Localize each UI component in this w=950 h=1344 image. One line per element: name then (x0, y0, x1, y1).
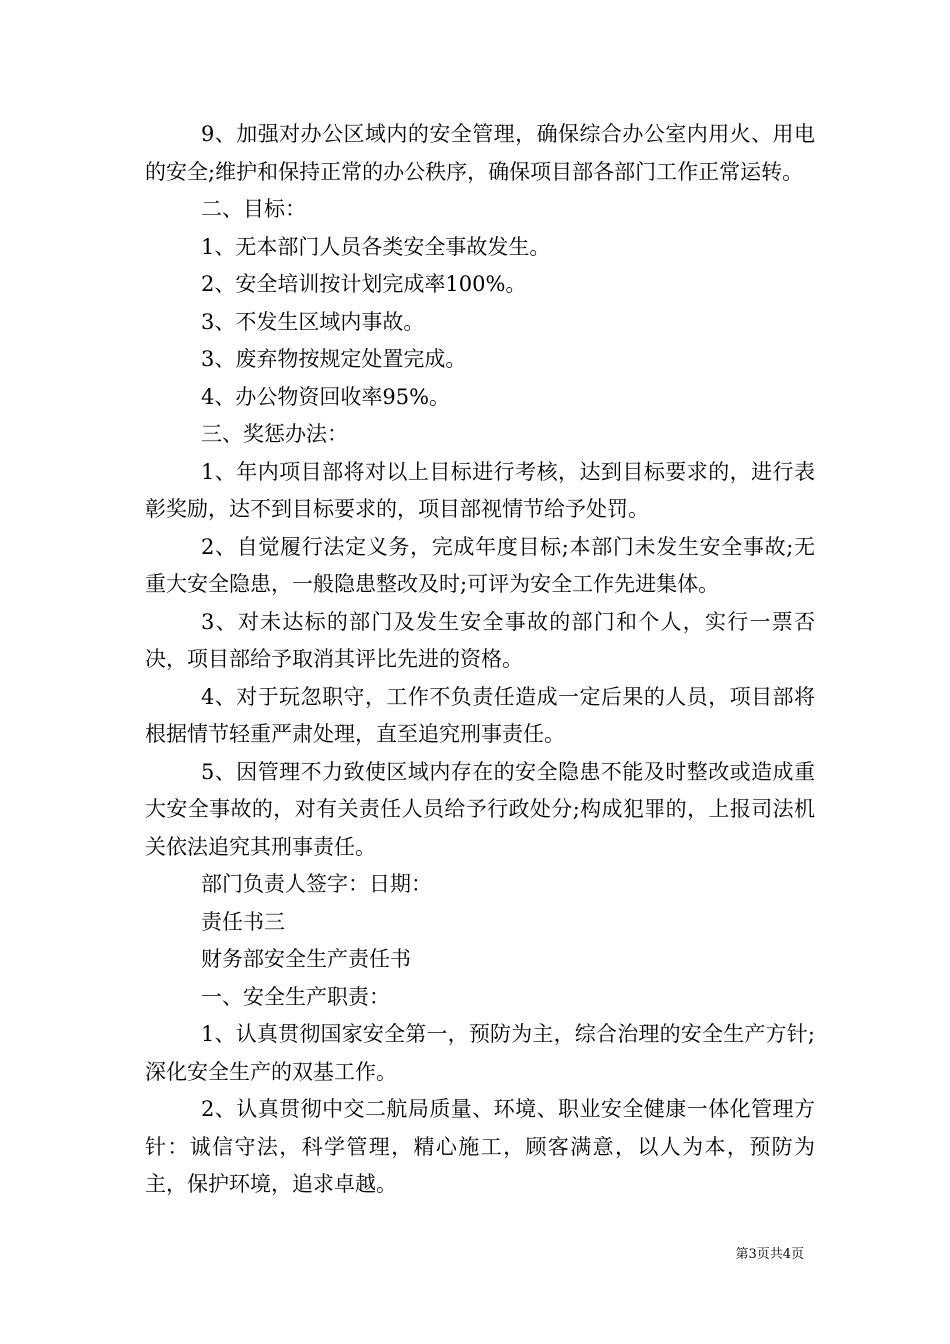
goal-item-3: 3、不发生区域内事故。 (201, 309, 425, 334)
duty-item-1: 1、认真贯彻国家安全第一，预防为主，综合治理的安全生产方针;深化安全生产的双基工作。 (145, 1022, 815, 1084)
reward-item-3: 3、对未达标的部门及发生安全事故的部门和个人，实行一票否决，项目部给予取消其评比先进的资格。 (145, 609, 815, 671)
section-heading-rewards: 三、奖惩办法： (201, 422, 348, 446)
reward-item-5: 5、因管理不力致使区域内存在的安全隐患不能及时整改或造成重大安全事故的，对有关责任人员给予行政处分;构成犯罪的，上报司法机关依法追究其刑事责任。 (145, 759, 815, 859)
duty-item-2: 2、认真贯彻中交二航局质量、环境、职业安全健康一体化管理方针：诚信守法，科学管理，精心施工，顾客满意，以人为本，预防为主，保护环境，追求卓越。 (145, 1097, 815, 1196)
goal-item-3b: 3、废弃物按规定处置完成。 (201, 347, 467, 371)
document-title: 财务部安全生产责任书 (201, 947, 411, 971)
paragraph-item-9: 9、加强对办公区域内的安全管理，确保综合办公室内用火、用电的安全;维护和保持正常的办公秩序，确保项目部各部门工作正常运转。 (145, 122, 815, 184)
document-body (145, 116, 815, 1204)
section-heading-duties: 一、安全生产职责： (201, 984, 390, 1009)
reward-item-1: 1、年内项目部将对以上目标进行考核，达到目标要求的，进行表彰奖励，达不到目标要求的，项目部视情节给予处罚。 (145, 459, 815, 521)
goal-item-1: 1、无本部门人员各类安全事故发生。 (201, 234, 551, 259)
goal-item-2: 2、安全培训按计划完成率100%。 (201, 272, 527, 296)
page-number: 第3页共4页 (735, 1247, 804, 1262)
goal-item-4: 4、办公物资回收率95%。 (201, 384, 451, 409)
reward-item-2: 2、自觉履行法定义务，完成年度目标;本部门未发生安全事故;无重大安全隐患，一般隐患整改及时;可评为安全工作先进集体。 (145, 534, 815, 596)
section-heading-goals: 二、目标： (201, 197, 306, 221)
reward-item-4: 4、对于玩忽职守，工作不负责任造成一定后果的人员，项目部将根据情节轻重严肃处理，直至追究刑事责任。 (145, 684, 815, 746)
signature-line: 部门负责人签字：日期： (201, 872, 432, 896)
document-subtitle: 责任书三 (201, 909, 285, 934)
